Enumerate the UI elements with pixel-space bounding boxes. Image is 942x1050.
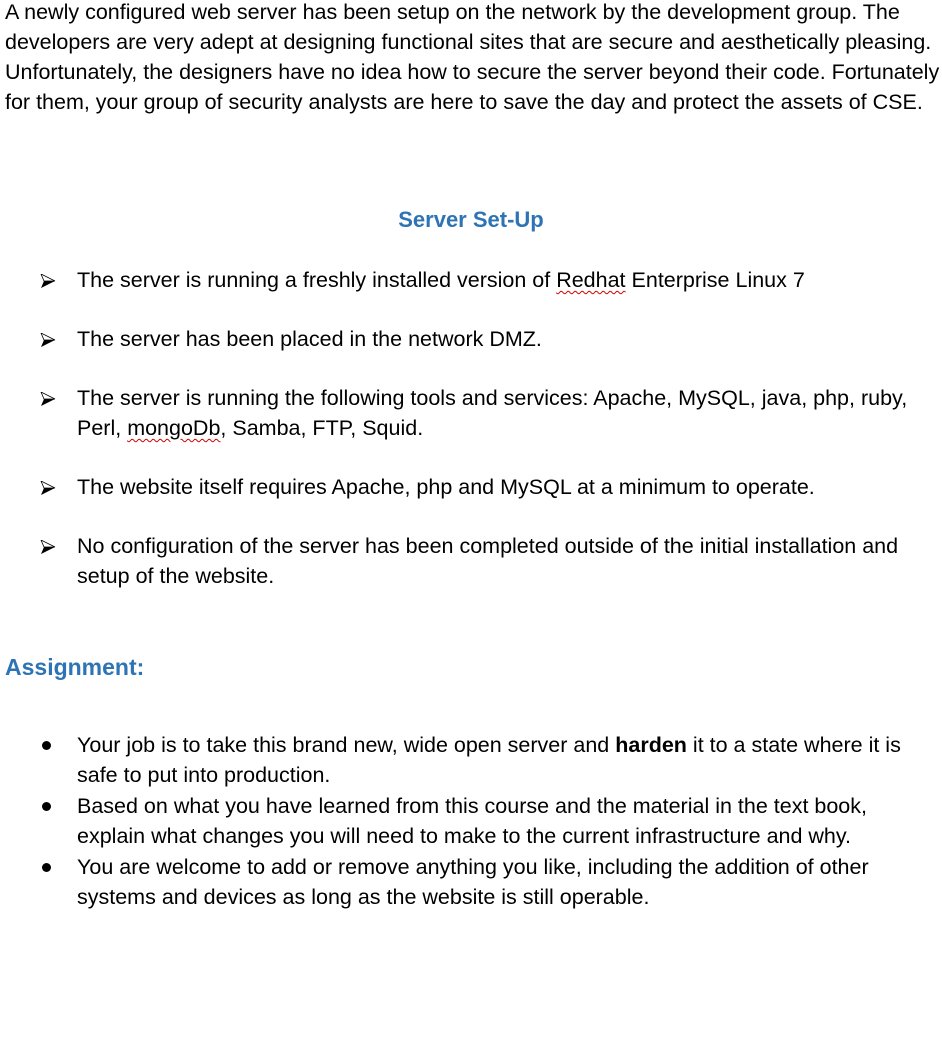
emphasis-text: harden — [615, 733, 687, 757]
assignment-item-text: You are welcome to add or remove anything you like, including the addition of other systems and devices as long as the website is still operable. — [77, 855, 869, 909]
arrow-bullet-icon — [40, 383, 60, 413]
list-item — [0, 791, 942, 851]
assignment-list — [0, 730, 942, 913]
setup-item-text: The server has been placed in the network DMZ. — [77, 327, 542, 351]
setup-item-text: The server is running a freshly installed version of Redhat Enterprise Linux 7 — [77, 268, 805, 292]
list-item — [0, 324, 942, 354]
server-setup-heading: Server Set-Up — [398, 207, 544, 232]
bullet-dot-icon — [42, 741, 51, 750]
setup-item-text: The website itself requires Apache, php and MySQL at a minimum to operate. — [77, 475, 815, 499]
list-item — [0, 383, 942, 443]
bullet-dot-icon — [42, 802, 51, 811]
list-item — [0, 852, 942, 912]
list-item — [0, 730, 942, 790]
assignment-item-text: Based on what you have learned from this course and the material in the text book, explain what changes you will need to make to the current infrastructure and why. — [77, 794, 867, 848]
assignment-heading: Assignment: — [5, 654, 145, 680]
assignment-item-text: Your job is to take this brand new, wide open server and harden it to a state where it is safe to put into production. — [77, 733, 901, 787]
list-item — [0, 531, 942, 591]
setup-item-text: No configuration of the server has been completed outside of the initial installation and setup of the website. — [77, 534, 899, 588]
list-item — [0, 265, 942, 295]
arrow-bullet-icon — [40, 531, 60, 561]
setup-item-text: The server is running the following tools and services: Apache, MySQL, java, php, ruby, Perl, mongoDb, Samba, FTP, Squid. — [77, 386, 908, 440]
spellcheck-word: Redhat — [556, 268, 626, 292]
spellcheck-word: mongoDb — [127, 416, 221, 440]
arrow-bullet-icon — [40, 472, 60, 502]
arrow-bullet-icon — [40, 324, 60, 354]
bullet-dot-icon — [42, 863, 51, 872]
intro-paragraph: A newly configured web server has been setup on the network by the development group. The developers are very adept at designing functional sites that are secure and aesthetically pleasing. Unfortunately, the designers have no idea how to secure the server beyond their code. Fortunately for them, your group of security analysts are here to save the day and protect the assets of CSE. — [5, 0, 940, 114]
arrow-bullet-icon — [40, 265, 60, 295]
list-item — [0, 472, 942, 502]
server-setup-list — [0, 265, 942, 620]
